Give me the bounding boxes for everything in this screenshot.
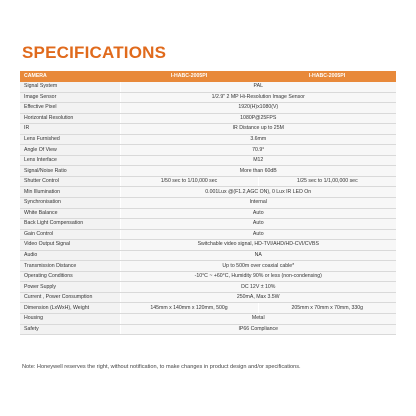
table-row xyxy=(20,219,396,230)
table-row xyxy=(20,187,396,198)
row-value: Up to 500m over coaxial cable* xyxy=(120,261,396,272)
row-value: 1/2.9" 2 MP Hi-Resolution Image Sensor xyxy=(120,92,396,103)
row-value: 250mA, Max 3.5W xyxy=(120,292,396,303)
row-value: Switchable video signal, HD-TVI/AHD/HD-CVI/CVBS xyxy=(120,240,396,251)
footer-note: Note: Honeywell reserves the right, without notification, to make changes in product design and/or specifications. xyxy=(22,364,301,370)
row-label: Power Supply xyxy=(20,282,120,293)
row-label: Min Illumination xyxy=(20,187,120,198)
row-label: Safety xyxy=(20,324,120,335)
row-value: 0.001Lux @(F1.2,AGC ON), 0 Lux IR LED On xyxy=(120,187,396,198)
table-row xyxy=(20,229,396,240)
row-value: PAL xyxy=(120,82,396,92)
table-row xyxy=(20,303,396,314)
row-value: 1920(H)x1080(V) xyxy=(120,103,396,114)
row-value: More than 60dB xyxy=(120,166,396,177)
row-label: Lens Interface xyxy=(20,155,120,166)
row-label: Signal/Noise Ratio xyxy=(20,166,120,177)
row-value: 3.6mm xyxy=(120,134,396,145)
table-row xyxy=(20,324,396,335)
row-label: Dimension (LxWxH), Weight xyxy=(20,303,120,314)
row-value-1: 145mm x 140mm x 120mm, 500g xyxy=(120,303,258,314)
row-value: NA xyxy=(120,250,396,261)
table-row xyxy=(20,166,396,177)
row-label: IR xyxy=(20,124,120,135)
table-row xyxy=(20,124,396,135)
row-value: 1080P@25FPS xyxy=(120,113,396,124)
header-model-2: I-HABC-2005PI xyxy=(258,71,396,82)
row-value: Auto xyxy=(120,208,396,219)
table-row xyxy=(20,198,396,209)
row-value: -10°C ~ +60°C, Humidity 90% or less (non-condensing) xyxy=(120,271,396,282)
row-label: Gain Control xyxy=(20,229,120,240)
row-value: IP66 Compliance xyxy=(120,324,396,335)
page-title: SPECIFICATIONS xyxy=(22,43,167,62)
row-value-1: 1/50 sec to 1/10,000 sec xyxy=(120,176,258,187)
row-label: Lens Furnished xyxy=(20,134,120,145)
table-row xyxy=(20,103,396,114)
row-value: Metal xyxy=(120,314,396,325)
header-camera-label: CAMERA xyxy=(20,71,120,82)
row-value: IR Distance up to 25M xyxy=(120,124,396,135)
table-row xyxy=(20,176,396,187)
table-header-row xyxy=(20,71,396,82)
row-value: 70.9° xyxy=(120,145,396,156)
row-label: Synchronisation xyxy=(20,198,120,209)
header-model-1: I-HABC-2005PI xyxy=(120,71,258,82)
table-row xyxy=(20,145,396,156)
row-label: Effective Pixel xyxy=(20,103,120,114)
row-label: Current , Power Consumption xyxy=(20,292,120,303)
table-row xyxy=(20,113,396,124)
row-value: M12 xyxy=(120,155,396,166)
table-row xyxy=(20,250,396,261)
table-row xyxy=(20,271,396,282)
table-row xyxy=(20,134,396,145)
row-label: Shutter Control xyxy=(20,176,120,187)
row-label: Audio xyxy=(20,250,120,261)
row-label: Back Light Compensation xyxy=(20,219,120,230)
row-label: Housing xyxy=(20,314,120,325)
table-row xyxy=(20,155,396,166)
row-value: Auto xyxy=(120,229,396,240)
table-row xyxy=(20,282,396,293)
table-row xyxy=(20,314,396,325)
row-value-2: 205mm x 70mm x 70mm, 330g xyxy=(258,303,396,314)
row-label: White Balance xyxy=(20,208,120,219)
row-value: Auto xyxy=(120,219,396,230)
table-row xyxy=(20,208,396,219)
table-row xyxy=(20,292,396,303)
row-value: Internal xyxy=(120,198,396,209)
row-label: Signal System xyxy=(20,82,120,92)
table-body xyxy=(20,82,396,335)
table-row xyxy=(20,261,396,272)
table-row xyxy=(20,82,396,92)
row-value-2: 1/25 sec to 1/1,00,000 sec xyxy=(258,176,396,187)
row-label: Image Sensor xyxy=(20,92,120,103)
row-value: DC 12V ± 10% xyxy=(120,282,396,293)
specifications-table xyxy=(20,71,396,335)
row-label: Horizontal Resolution xyxy=(20,113,120,124)
row-label: Operating Conditions xyxy=(20,271,120,282)
table-row xyxy=(20,92,396,103)
row-label: Transmission Distance xyxy=(20,261,120,272)
row-label: Angle Of View xyxy=(20,145,120,156)
row-label: Video Output Signal xyxy=(20,240,120,251)
table-row xyxy=(20,240,396,251)
